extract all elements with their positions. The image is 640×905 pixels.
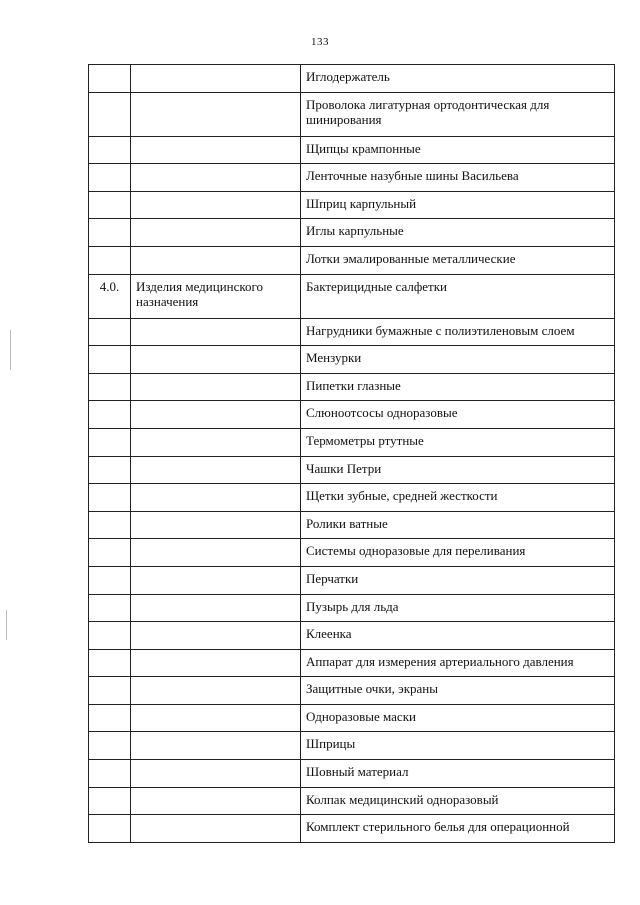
category-cell (131, 346, 301, 374)
category-cell (131, 428, 301, 456)
table-row (89, 539, 615, 567)
category-cell (131, 246, 301, 274)
row-number-cell (89, 346, 131, 374)
row-number-cell (89, 484, 131, 512)
row-number-cell (89, 164, 131, 192)
scan-edge-mark (6, 610, 7, 640)
table-row (89, 136, 615, 164)
table-row (89, 219, 615, 247)
item-cell: Ролики ватные (301, 511, 615, 539)
category-cell (131, 373, 301, 401)
equipment-table (88, 64, 615, 843)
table-row (89, 346, 615, 374)
table-row (89, 456, 615, 484)
category-cell (131, 136, 301, 164)
table-row (89, 511, 615, 539)
row-number-cell (89, 373, 131, 401)
table-row (89, 65, 615, 93)
item-cell: Пипетки глазные (301, 373, 615, 401)
table-row (89, 594, 615, 622)
category-cell (131, 760, 301, 788)
item-cell: Бактерицидные салфетки (301, 274, 615, 318)
row-number-cell (89, 815, 131, 843)
table-row (89, 191, 615, 219)
item-cell: Защитные очки, экраны (301, 677, 615, 705)
category-cell (131, 65, 301, 93)
page-number: 133 (311, 36, 329, 48)
row-number-cell (89, 136, 131, 164)
row-number-cell (89, 92, 131, 136)
item-cell: Мензурки (301, 346, 615, 374)
item-cell: Иглы карпульные (301, 219, 615, 247)
category-cell (131, 456, 301, 484)
category-cell (131, 787, 301, 815)
item-cell: Слюноотсосы одноразовые (301, 401, 615, 429)
table-row (89, 677, 615, 705)
item-cell: Аппарат для измерения артериального давления (301, 649, 615, 677)
row-number-cell (89, 732, 131, 760)
row-number-cell (89, 456, 131, 484)
row-number-cell (89, 677, 131, 705)
item-cell: Пузырь для льда (301, 594, 615, 622)
item-cell: Иглодержатель (301, 65, 615, 93)
table-row (89, 92, 615, 136)
category-cell (131, 704, 301, 732)
category-cell (131, 401, 301, 429)
table-row (89, 622, 615, 650)
row-number-cell (89, 511, 131, 539)
table-row (89, 649, 615, 677)
category-cell (131, 622, 301, 650)
row-number-cell (89, 219, 131, 247)
item-cell: Одноразовые маски (301, 704, 615, 732)
row-number-cell (89, 566, 131, 594)
category-cell: Изделия медицинского назначения (131, 274, 301, 318)
item-cell: Термометры ртутные (301, 428, 615, 456)
scan-edge-mark (10, 330, 11, 370)
category-cell (131, 732, 301, 760)
row-number-cell (89, 760, 131, 788)
category-cell (131, 649, 301, 677)
row-number-cell (89, 539, 131, 567)
table-row (89, 484, 615, 512)
category-cell (131, 164, 301, 192)
table-row (89, 566, 615, 594)
category-cell (131, 566, 301, 594)
row-number-cell (89, 594, 131, 622)
item-cell: Щетки зубные, средней жесткости (301, 484, 615, 512)
category-cell (131, 318, 301, 346)
row-number-cell (89, 191, 131, 219)
item-cell: Щипцы крампонные (301, 136, 615, 164)
table-row (89, 246, 615, 274)
item-cell: Чашки Петри (301, 456, 615, 484)
row-number-cell (89, 65, 131, 93)
item-cell: Перчатки (301, 566, 615, 594)
table-row (89, 732, 615, 760)
table-row (89, 164, 615, 192)
table-row (89, 704, 615, 732)
item-cell: Нагрудники бумажные с полиэтиленовым слоем (301, 318, 615, 346)
item-cell: Колпак медицинский одноразовый (301, 787, 615, 815)
item-cell: Шовный материал (301, 760, 615, 788)
table-row (89, 428, 615, 456)
category-cell (131, 484, 301, 512)
row-number-cell (89, 401, 131, 429)
item-cell: Шприцы (301, 732, 615, 760)
category-cell (131, 539, 301, 567)
row-number-cell (89, 428, 131, 456)
category-cell (131, 815, 301, 843)
category-cell (131, 594, 301, 622)
row-number-cell (89, 704, 131, 732)
row-number-cell (89, 246, 131, 274)
table-row (89, 787, 615, 815)
item-cell: Системы одноразовые для переливания (301, 539, 615, 567)
row-number-cell (89, 787, 131, 815)
item-cell: Клеенка (301, 622, 615, 650)
table-row (89, 318, 615, 346)
item-cell: Ленточные назубные шины Васильева (301, 164, 615, 192)
row-number-cell (89, 318, 131, 346)
category-cell (131, 191, 301, 219)
category-cell (131, 92, 301, 136)
row-number-cell: 4.0. (89, 274, 131, 318)
item-cell: Комплект стерильного белья для операционной (301, 815, 615, 843)
row-number-cell (89, 622, 131, 650)
table-row (89, 760, 615, 788)
table-row (89, 401, 615, 429)
table-row (89, 274, 615, 318)
category-cell (131, 677, 301, 705)
row-number-cell (89, 649, 131, 677)
category-cell (131, 511, 301, 539)
item-cell: Шприц карпульный (301, 191, 615, 219)
item-cell: Лотки эмалированные металлические (301, 246, 615, 274)
table-row (89, 815, 615, 843)
category-cell (131, 219, 301, 247)
table-row (89, 373, 615, 401)
item-cell: Проволока лигатурная ортодонтическая для шинирования (301, 92, 615, 136)
